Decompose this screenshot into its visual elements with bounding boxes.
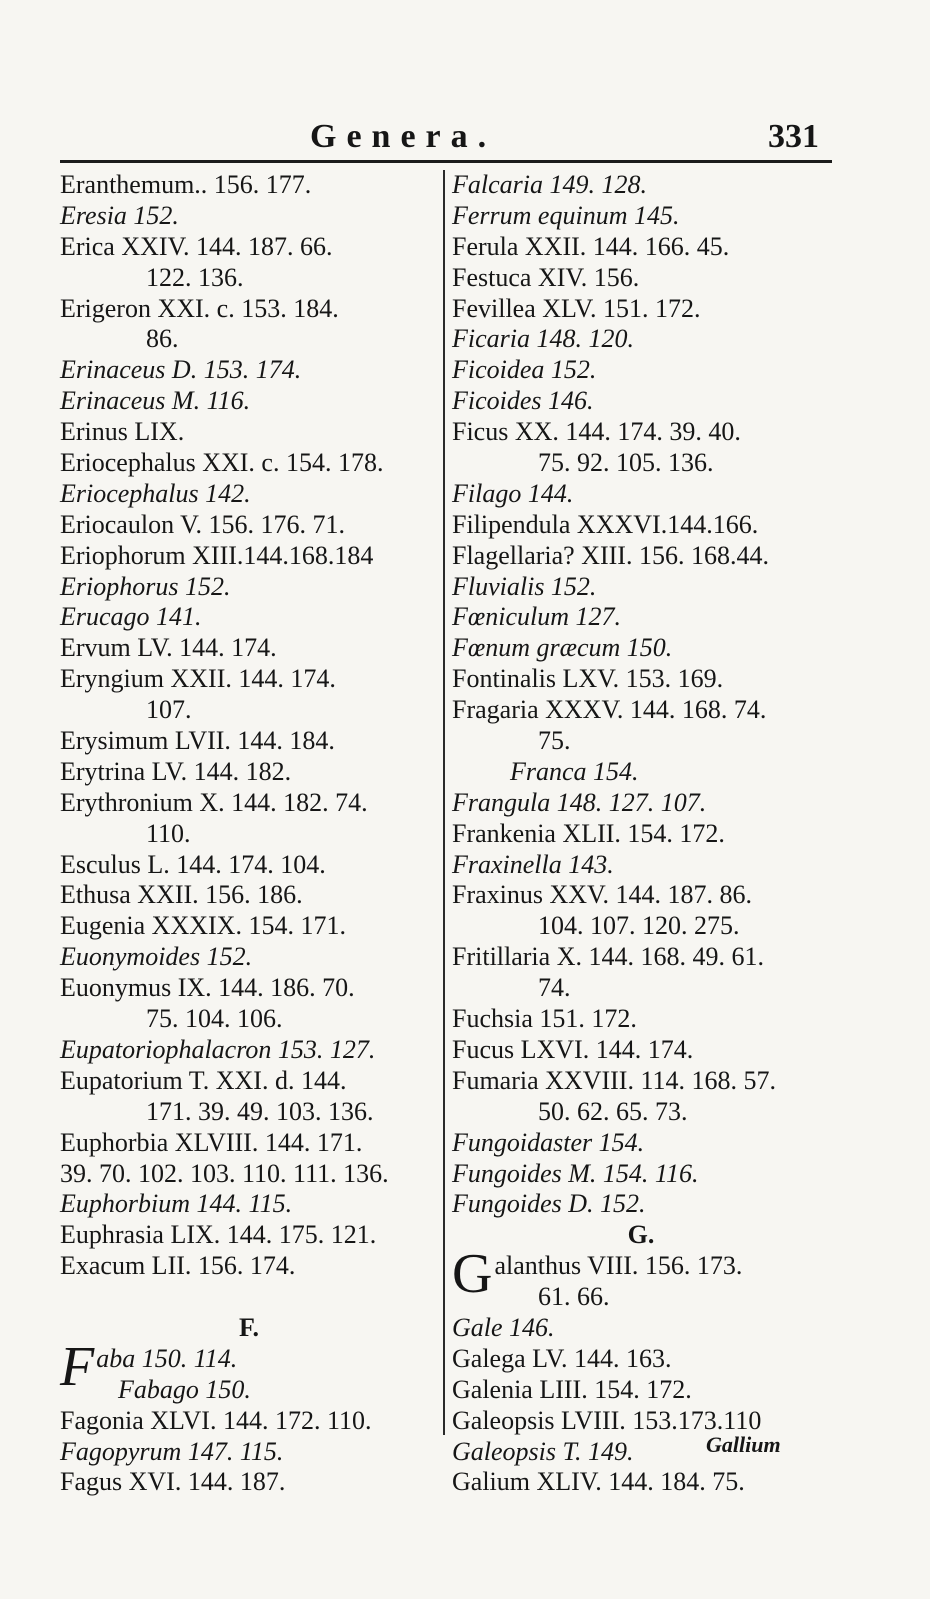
left-column xyxy=(60,170,438,1498)
index-entry: Eriocaulon V. 156. 176. 71. xyxy=(60,509,346,539)
index-entry: Fungoidaster 154. xyxy=(452,1127,645,1157)
index-entry: Fraxinella 143. xyxy=(452,849,614,879)
index-entry: Fritillaria X. 144. 168. 49. 61. xyxy=(452,942,764,972)
index-entry: Euphorbium 144. 115. xyxy=(60,1189,293,1219)
index-entry: Filipendula XXXVI.144.166. xyxy=(452,509,759,539)
index-entry: Galeopsis T. 149. xyxy=(452,1436,634,1466)
index-entry: Euphrasia LIX. 144. 175. 121. xyxy=(60,1220,377,1250)
index-entry: Eriophorum XIII.144.168.184 xyxy=(60,540,374,570)
index-entry: Fungoides D. 152. xyxy=(452,1189,646,1219)
index-entry: Frangula 148. 127. 107. xyxy=(452,787,707,817)
index-entry: Franca 154. xyxy=(510,756,639,786)
index-entry: Ethusa XXII. 156. 186. xyxy=(60,880,303,910)
index-continuation: 107. xyxy=(146,695,192,725)
page-number: 331 xyxy=(768,118,819,155)
index-entry: Frankenia XLII. 154. 172. xyxy=(452,818,725,848)
galanthus-entry: alanthus VIII. 156. 173. xyxy=(494,1251,743,1281)
index-entry: Galega LV. 144. 163. xyxy=(452,1343,672,1373)
index-entry: Ficoides 146. xyxy=(452,386,594,416)
index-entry: Erica XXIV. 144. 187. 66. xyxy=(60,231,333,261)
index-entry: Ficus XX. 144. 174. 39. 40. xyxy=(452,417,741,447)
index-continuation: 110. xyxy=(146,818,191,848)
index-entry: Euonymus IX. 144. 186. 70. xyxy=(60,973,355,1003)
index-entry: Eriophorus 152. xyxy=(60,571,231,601)
index-entry: Fagus XVI. 144. 187. xyxy=(60,1467,286,1497)
index-entry: Eugenia XXXIX. 154. 171. xyxy=(60,911,346,941)
index-entry: Eriocephalus 142. xyxy=(60,478,251,508)
drop-cap-g: G xyxy=(452,1243,493,1306)
index-continuation: 104. 107. 120. 275. xyxy=(538,911,740,941)
index-entry: Flagellaria? XIII. 156. 168.44. xyxy=(452,540,769,570)
index-entry: Galenia LIII. 154. 172. xyxy=(452,1374,692,1404)
index-entry: Fuchsia 151. 172. xyxy=(452,1004,637,1034)
index-entry: Erinaceus M. 116. xyxy=(60,386,251,416)
section-letter-f: F. xyxy=(239,1312,259,1342)
index-continuation: 75. 92. 105. 136. xyxy=(538,448,714,478)
index-entry: Fabago 150. xyxy=(118,1374,251,1404)
column-divider xyxy=(443,170,445,1435)
index-entry: Exacum LII. 156. 174. xyxy=(60,1251,296,1281)
index-entry: Fungoides M. 154. 116. xyxy=(452,1158,699,1188)
section-letter-g: G. xyxy=(627,1220,655,1250)
index-entry: Eresia 152. xyxy=(60,200,179,230)
index-entry: Erysimum LVII. 144. 184. xyxy=(60,726,335,756)
index-entry: Erytrina LV. 144. 182. xyxy=(60,756,292,786)
index-entry: Fumaria XXVIII. 114. 168. 57. xyxy=(452,1065,776,1095)
index-entry: Erucago 141. xyxy=(60,602,202,632)
index-entry: Erinaceus D. 153. 174. xyxy=(60,355,302,385)
index-entry: Fevillea XLV. 151. 172. xyxy=(452,293,701,323)
index-continuation: 86. xyxy=(146,324,179,354)
index-entry: Erythronium X. 144. 182. 74. xyxy=(60,787,368,817)
faba-entry: aba 150. 114. xyxy=(96,1343,238,1373)
index-entry: Eupatoriophalacron 153. 127. xyxy=(60,1034,376,1064)
index-entry: Esculus L. 144. 174. 104. xyxy=(60,849,326,879)
index-continuation: 75. 104. 106. xyxy=(146,1004,283,1034)
index-entry: Ficoidea 152. xyxy=(452,355,597,385)
index-entry: Erigeron XXI. c. 153. 184. xyxy=(60,293,339,323)
index-entry: Fucus LXVI. 144. 174. xyxy=(452,1034,694,1064)
index-entry: Festuca XIV. 156. xyxy=(452,262,640,292)
index-entry: Ferula XXII. 144. 166. 45. xyxy=(452,231,730,261)
index-continuation: 75. xyxy=(538,726,571,756)
index-entry: Fagonia XLVI. 144. 172. 110. xyxy=(60,1405,372,1435)
index-continuation: 61. 66. xyxy=(538,1282,610,1312)
index-entry: Galeopsis LVIII. 153.173.110 xyxy=(452,1405,762,1435)
index-entry: Euonymoides 152. xyxy=(60,942,253,972)
index-continuation: 39. 70. 102. 103. 110. 111. 136. xyxy=(60,1158,389,1188)
index-entry: Erinus LIX. xyxy=(60,417,185,447)
index-entry: Ferrum equinum 145. xyxy=(452,200,680,230)
index-entry: Gale 146. xyxy=(452,1312,555,1342)
index-entry: Eryngium XXII. 144. 174. xyxy=(60,664,336,694)
index-entry: Fluvialis 152. xyxy=(452,571,597,601)
header-rule xyxy=(60,160,832,163)
index-entry: Fraxinus XXV. 144. 187. 86. xyxy=(452,880,752,910)
index-entry: Ervum LV. 144. 174. xyxy=(60,633,277,663)
index-entry: Ficaria 148. 120. xyxy=(452,324,634,354)
index-continuation: 171. 39. 49. 103. 136. xyxy=(146,1096,374,1126)
index-continuation: 74. xyxy=(538,973,571,1003)
index-entry: Eranthemum.. 156. 177. xyxy=(60,170,312,199)
index-entry: Euphorbia XLVIII. 144. 171. xyxy=(60,1127,363,1157)
index-entry: Fontinalis LXV. 153. 169. xyxy=(452,664,724,694)
index-entry: Eriocephalus XXI. c. 154. 178. xyxy=(60,448,384,478)
index-entry: Fragaria XXXV. 144. 168. 74. xyxy=(452,695,767,725)
index-continuation: 122. 136. xyxy=(146,262,244,292)
running-head: Genera. xyxy=(310,118,497,155)
index-entry: Eupatorium T. XXI. d. 144. xyxy=(60,1065,347,1095)
right-column xyxy=(452,170,830,1498)
catchword: Gallium xyxy=(706,1432,781,1457)
index-entry: Fœnum græcum 150. xyxy=(452,633,673,663)
index-continuation: 50. 62. 65. 73. xyxy=(538,1096,688,1126)
index-entry: Fagopyrum 147. 115. xyxy=(60,1436,284,1466)
index-entry: Galium XLIV. 144. 184. 75. xyxy=(452,1467,745,1497)
spacer xyxy=(60,1282,438,1313)
index-entry: Falcaria 149. 128. xyxy=(452,170,647,199)
index-entry: Filago 144. xyxy=(452,478,574,508)
index-entry: Fœniculum 127. xyxy=(452,602,621,632)
drop-cap-f: F xyxy=(60,1335,95,1398)
